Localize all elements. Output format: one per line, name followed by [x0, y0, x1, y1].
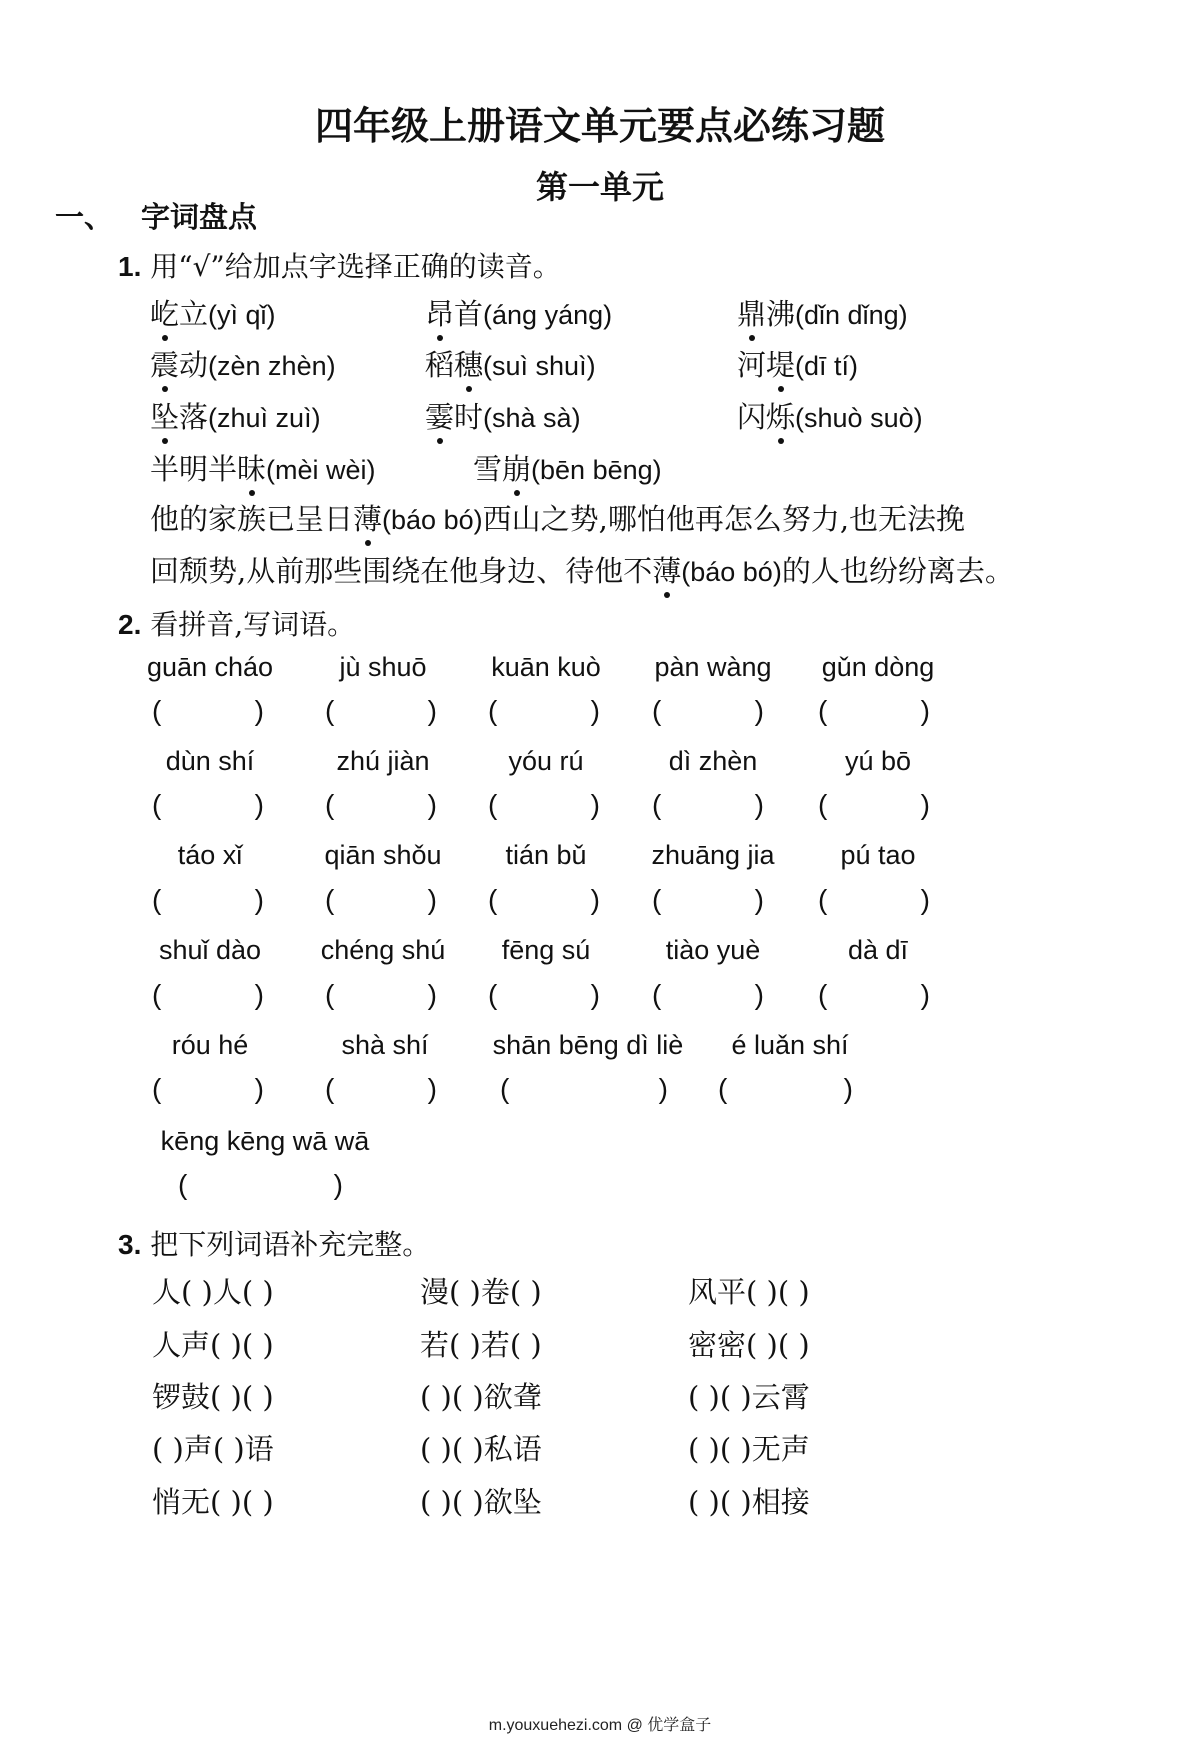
dotted-char: 堤: [766, 343, 795, 384]
pinyin-options[interactable]: (bēn bēng): [531, 455, 662, 485]
q1-number: 1.: [118, 251, 142, 282]
idiom-fill-item[interactable]: ( )( )私语: [420, 1432, 542, 1466]
paren-open: (: [652, 884, 662, 915]
pinyin-options[interactable]: (shuò suò): [795, 403, 923, 433]
pinyin-word: gǔn dòng: [821, 652, 935, 682]
paren-open: (: [325, 789, 335, 820]
paren-close: ): [754, 884, 764, 915]
pinyin-word: é luǎn shí: [731, 1030, 849, 1060]
paren-open: (: [818, 884, 828, 915]
paren-close: ): [590, 695, 600, 726]
q1-item: [425, 343, 596, 384]
pinyin-word: róu hé: [171, 1030, 249, 1060]
paren-open: (: [718, 1073, 728, 1104]
answer-blank[interactable]: [152, 979, 264, 1011]
q1-item: [473, 447, 662, 488]
answer-blank[interactable]: [152, 884, 264, 916]
pinyin-word: yú bō: [844, 746, 912, 776]
paren-close: ): [658, 1073, 668, 1104]
word-part: 稻: [425, 348, 455, 382]
pinyin-word: dà dī: [847, 935, 909, 965]
sentence-2-dotted-char: 薄: [652, 549, 681, 590]
pinyin-options[interactable]: (yì qǐ): [208, 300, 276, 330]
pinyin-options[interactable]: (suì shuì): [483, 351, 596, 381]
dotted-char: 坠: [150, 395, 179, 436]
paren-close: ): [920, 884, 930, 915]
idiom-fill-item[interactable]: 悄无( )( ): [152, 1485, 274, 1519]
paren-close: ): [754, 695, 764, 726]
dotted-char: 烁: [766, 395, 795, 436]
paren-close: ): [254, 789, 264, 820]
q3-prompt: [118, 1223, 430, 1263]
paren-close: ): [754, 789, 764, 820]
paren-close: ): [754, 979, 764, 1010]
pinyin-word: yóu rú: [508, 746, 584, 776]
answer-blank[interactable]: [652, 884, 764, 916]
dotted-char: 昂: [425, 292, 454, 333]
pinyin-word: dùn shí: [165, 746, 255, 776]
pinyin-word: guān cháo: [146, 652, 274, 682]
q1-item: [737, 395, 923, 436]
paren-open: (: [152, 695, 162, 726]
idiom-fill-item[interactable]: 若( )若( ): [420, 1328, 542, 1362]
paren-close: ): [427, 884, 437, 915]
answer-blank[interactable]: [325, 1073, 437, 1105]
page-title: 四年级上册语文单元要点必练习题: [314, 103, 885, 148]
word-part: 时: [454, 400, 484, 434]
word-part: 河: [737, 348, 767, 382]
q1-item: [150, 395, 321, 436]
pinyin-options[interactable]: (zèn zhèn): [208, 351, 336, 381]
pinyin-word: pú tao: [840, 840, 916, 870]
section-1-heading: [55, 195, 257, 236]
word-part: 首: [454, 297, 484, 331]
word-part: 动: [179, 348, 209, 382]
paren-close: ): [427, 979, 437, 1010]
idiom-fill-item[interactable]: ( )声( )语: [152, 1432, 274, 1466]
paren-close: ): [254, 884, 264, 915]
paren-open: (: [488, 884, 498, 915]
section-1-label: 字词盘点: [141, 200, 258, 234]
paren-open: (: [325, 884, 335, 915]
paren-close: ): [920, 695, 930, 726]
paren-open: (: [488, 789, 498, 820]
answer-blank[interactable]: [325, 695, 437, 727]
pinyin-word: chéng shú: [320, 935, 446, 965]
paren-open: (: [488, 979, 498, 1010]
paren-open: (: [178, 1169, 188, 1200]
paren-close: ): [254, 1073, 264, 1104]
idiom-fill-item[interactable]: 风平( )( ): [688, 1275, 810, 1309]
answer-blank[interactable]: [325, 789, 437, 821]
pinyin-word: dì zhèn: [668, 746, 758, 776]
answer-blank[interactable]: [152, 1073, 264, 1105]
answer-blank[interactable]: [652, 789, 764, 821]
paren-open: (: [152, 884, 162, 915]
paren-open: (: [325, 979, 335, 1010]
paren-open: (: [325, 1073, 335, 1104]
answer-blank[interactable]: [152, 789, 264, 821]
paren-open: (: [652, 979, 662, 1010]
pinyin-options[interactable]: (dī tí): [795, 351, 859, 381]
paren-open: (: [818, 695, 828, 726]
answer-blank[interactable]: [325, 884, 437, 916]
pinyin-word: pàn wàng: [654, 652, 772, 682]
q1-text: 用“√”给加点字选择正确的读音。: [150, 250, 561, 283]
idiom-fill-item[interactable]: 锣鼓( )( ): [152, 1380, 274, 1414]
answer-blank[interactable]: [178, 1169, 343, 1201]
q3-text: 把下列词语补充完整。: [150, 1228, 431, 1261]
dotted-char: 穗: [454, 343, 483, 384]
pinyin-word: qiān shǒu: [324, 840, 442, 870]
section-1-number: 一、: [55, 200, 114, 234]
pinyin-word: shà shí: [341, 1030, 429, 1060]
sentence-2-pre: 回颓势,从前那些围绕在他身边、待他不: [150, 554, 653, 588]
pinyin-options[interactable]: (dǐn dǐng): [795, 300, 908, 330]
pinyin-word: shān bēng dì liè: [492, 1030, 684, 1060]
paren-open: (: [500, 1073, 510, 1104]
q1-prompt: [118, 245, 561, 285]
q1-sentence-2: [150, 549, 1014, 590]
pinyin-word: fēng sú: [501, 935, 591, 965]
q2-number: 2.: [118, 609, 142, 640]
answer-blank[interactable]: [818, 789, 930, 821]
paren-open: (: [152, 1073, 162, 1104]
pinyin-word: tián bǔ: [505, 840, 587, 870]
idiom-fill-item[interactable]: ( )( )欲聋: [420, 1380, 542, 1414]
paren-open: (: [325, 695, 335, 726]
paren-close: ): [590, 884, 600, 915]
paren-open: (: [152, 789, 162, 820]
dotted-char: 昧: [237, 447, 266, 488]
pinyin-word: jù shuō: [339, 652, 427, 682]
pinyin-word: kuān kuò: [491, 652, 601, 682]
answer-blank[interactable]: [718, 1073, 853, 1105]
answer-blank[interactable]: [488, 884, 600, 916]
word-part: 立: [179, 297, 209, 331]
sentence-1-dotted-char: 薄: [353, 497, 382, 538]
q1-item: [150, 447, 376, 488]
word-part: 落: [179, 400, 209, 434]
paren-open: (: [652, 789, 662, 820]
answer-blank[interactable]: [500, 1073, 668, 1105]
answer-blank[interactable]: [652, 695, 764, 727]
paren-close: ): [427, 1073, 437, 1104]
paren-close: ): [590, 979, 600, 1010]
answer-blank[interactable]: [325, 979, 437, 1011]
q1-item: [737, 343, 858, 384]
idiom-fill-item[interactable]: 漫( )卷( ): [420, 1275, 542, 1309]
paren-close: ): [427, 695, 437, 726]
word-part: 雪: [473, 452, 503, 486]
answer-blank[interactable]: [818, 979, 930, 1011]
word-part: 闪: [737, 400, 767, 434]
paren-open: (: [818, 979, 828, 1010]
q1-item: [425, 292, 612, 333]
word-part: 沸: [766, 297, 796, 331]
answer-blank[interactable]: [818, 695, 930, 727]
q1-sentence-1: [150, 497, 965, 538]
pinyin-options[interactable]: (áng yáng): [483, 300, 613, 330]
paren-close: ): [920, 789, 930, 820]
q2-prompt: [118, 603, 355, 643]
q1-item: [150, 292, 276, 333]
dotted-char: 霎: [425, 395, 454, 436]
paren-close: ): [333, 1169, 343, 1200]
sentence-1-post: 西山之势,哪怕他再怎么努力,也无法挽: [482, 502, 966, 536]
pinyin-options[interactable]: (mèi wèi): [266, 455, 376, 485]
pinyin-options[interactable]: (shà sà): [483, 403, 581, 433]
q1-item: [737, 292, 908, 333]
idiom-fill-item[interactable]: ( )( )云霄: [688, 1380, 810, 1414]
paren-close: ): [254, 695, 264, 726]
paren-close: ): [920, 979, 930, 1010]
pinyin-word: tiào yuè: [665, 935, 761, 965]
paren-open: (: [488, 695, 498, 726]
idiom-fill-item[interactable]: ( )( )欲坠: [420, 1485, 542, 1519]
answer-blank[interactable]: [488, 979, 600, 1011]
q1-item: [150, 343, 336, 384]
answer-blank[interactable]: [818, 884, 930, 916]
answer-blank[interactable]: [488, 789, 600, 821]
sentence-1-pinyin-options: (báo bó): [382, 505, 483, 535]
paren-close: ): [254, 979, 264, 1010]
paren-open: (: [818, 789, 828, 820]
pinyin-word: shuǐ dào: [158, 935, 262, 965]
unit-title: 第一单元: [535, 168, 664, 206]
idiom-fill-item[interactable]: ( )( )无声: [688, 1432, 810, 1466]
answer-blank[interactable]: [652, 979, 764, 1011]
paren-open: (: [652, 695, 662, 726]
word-part: 半明半: [150, 452, 238, 486]
paren-open: (: [152, 979, 162, 1010]
footer-watermark: m.youxuehezi.com @ 优学盒子: [488, 1717, 712, 1734]
answer-blank[interactable]: [488, 695, 600, 727]
dotted-char: 鼎: [737, 292, 766, 333]
sentence-1-pre: 他的家族已呈日: [150, 502, 354, 536]
dotted-char: 崩: [502, 447, 531, 488]
dotted-char: 屹: [150, 292, 179, 333]
pinyin-word: zhuāng jia: [651, 840, 775, 870]
paren-close: ): [590, 789, 600, 820]
answer-blank[interactable]: [152, 695, 264, 727]
q3-number: 3.: [118, 1229, 142, 1260]
idiom-fill-item[interactable]: 人( )人( ): [152, 1275, 274, 1309]
sentence-2-post: 的人也纷纷离去。: [781, 554, 1014, 588]
sentence-2-pinyin-options: (báo bó): [681, 557, 782, 587]
idiom-fill-item[interactable]: ( )( )相接: [688, 1485, 810, 1519]
pinyin-word: zhú jiàn: [336, 746, 430, 776]
dotted-char: 震: [150, 343, 179, 384]
idiom-fill-item[interactable]: 密密( )( ): [688, 1328, 810, 1362]
pinyin-options[interactable]: (zhuì zuì): [208, 403, 321, 433]
pinyin-word: táo xǐ: [177, 840, 243, 870]
paren-close: ): [427, 789, 437, 820]
paren-close: ): [843, 1073, 853, 1104]
pinyin-word: kēng kēng wā wā: [160, 1126, 370, 1156]
idiom-fill-item[interactable]: 人声( )( ): [152, 1328, 274, 1362]
q2-text: 看拼音,写词语。: [150, 608, 356, 641]
q1-item: [425, 395, 581, 436]
